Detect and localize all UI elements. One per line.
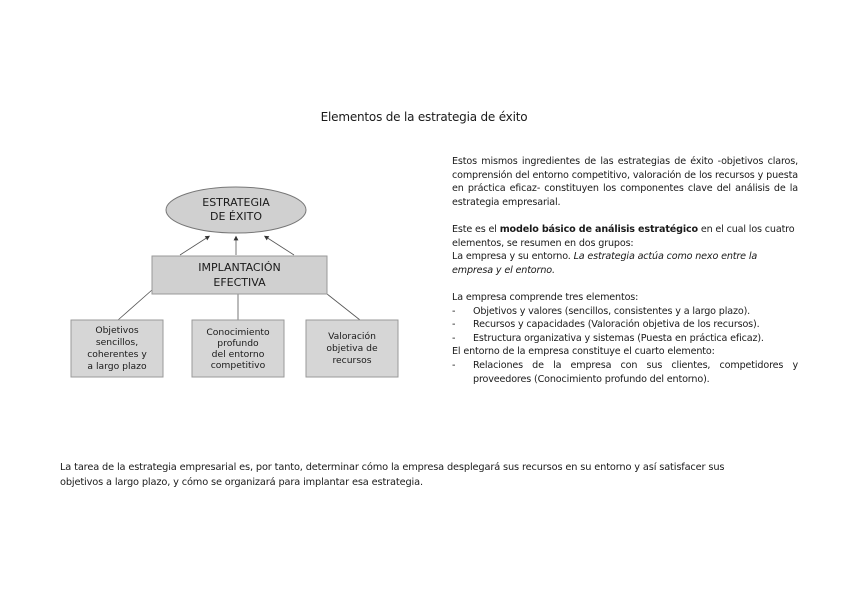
list-item: - Objetivos y valores (sencillos, consistentes y a largo plazo). (452, 305, 751, 317)
conclusion-text: La tarea de la estrategia empresarial es, por tanto, determinar cómo la empresa desplegará sus recursos en su entorno y así satisfacer sus objetivos a largo plazo, y cómo se organizará para implantar esa estrategia. (60, 462, 725, 488)
line-to-objetivos (118, 290, 152, 320)
explanation-text (452, 155, 798, 386)
middle-node-label: IMPLANTACIÓN EFECTIVA (198, 261, 281, 289)
line-to-valoracion (322, 290, 360, 320)
paragraph-empresa-entorno: La empresa y su entorno. La estrategia actúa como nexo entre la empresa y el entorno. (452, 251, 758, 276)
bottom-node-1-label: Objetivos sencillos, coherentes y a largo plazo (87, 324, 147, 372)
paragraph-empresa-elementos: La empresa comprende tres elementos: (452, 291, 639, 303)
page-title: Elementos de la estrategia de éxito (320, 110, 528, 124)
list-item: - Estructura organizativa y sistemas (Puesta en práctica eficaz). (452, 332, 764, 344)
paragraph-model: Este es el modelo básico de análisis estratégico en el cual los cuatro elementos, se resumen en dos grupos: (452, 223, 795, 249)
bottom-node-2-label: Conocimiento profundo del entorno competitivo (206, 326, 270, 371)
bottom-node-3-label: Valoración objetiva de recursos (326, 330, 378, 366)
list-item: - Recursos y capacidades (Valoración objetiva de los recursos). (452, 319, 760, 331)
arrow-left (180, 237, 208, 255)
arrow-right (266, 237, 294, 255)
list-item: - Relaciones de la empresa con sus clientes, competidores y proveedores (Conocimiento profundo del entorno). (452, 359, 798, 385)
top-node-label: ESTRATEGIA DE ÉXITO (202, 196, 270, 223)
paragraph-entorno: El entorno de la empresa constituye el cuarto elemento: (452, 346, 715, 358)
paragraph-ingredients: Estos mismos ingredientes de las estrategias de éxito -objetivos claros, comprensión del entorno competitivo, valoración de los recursos y puesta en práctica eficaz- constituyen los componentes clave del análisis de la estrategia empresarial. (452, 156, 798, 208)
